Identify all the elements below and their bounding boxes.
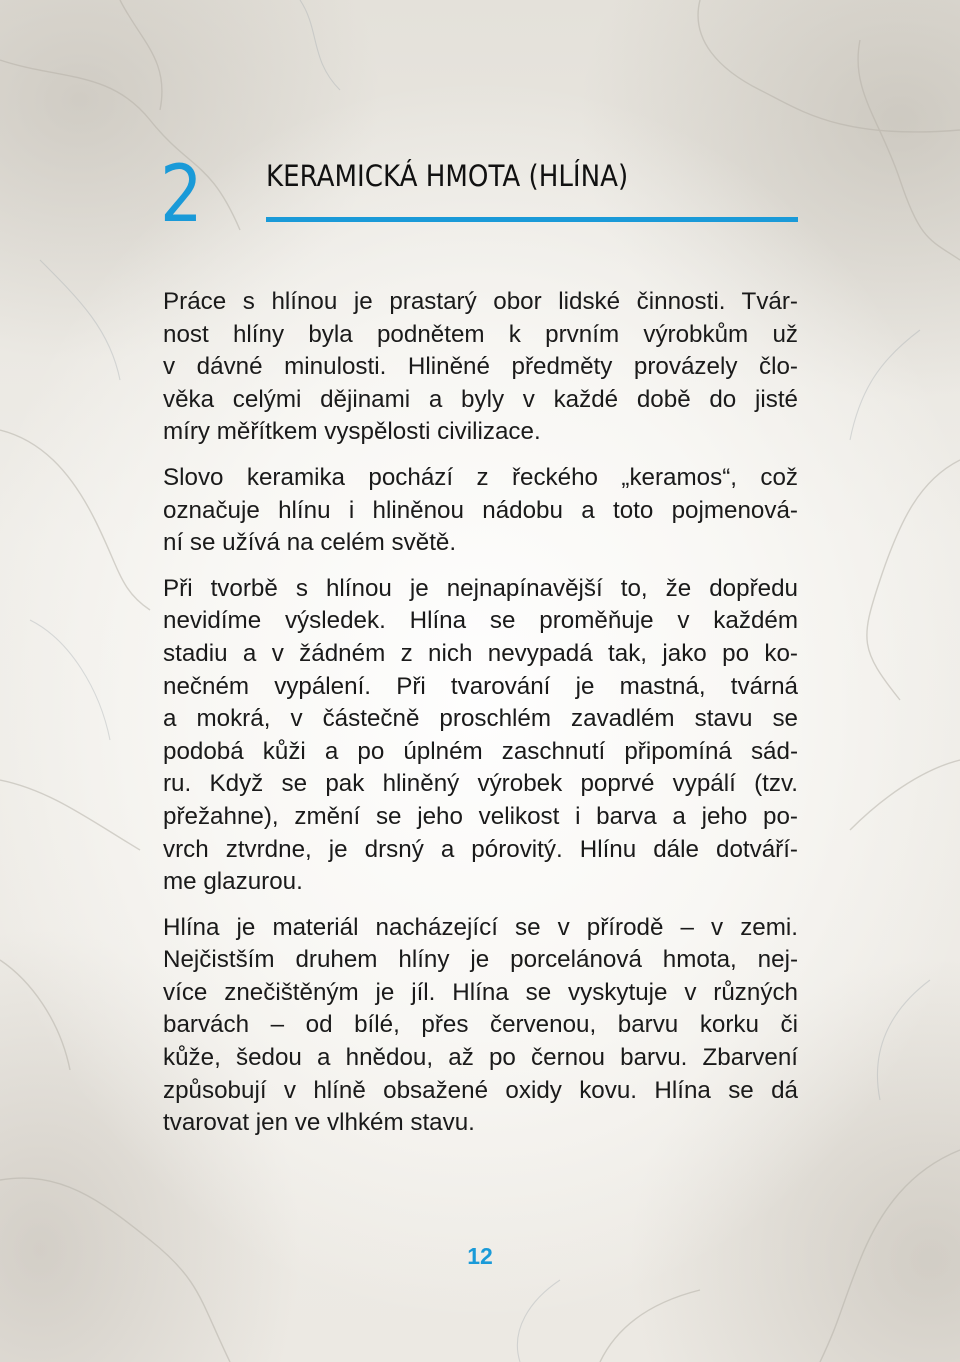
- text-line: a mokrá, v částečně proschlém zavadlém stavu se: [163, 705, 798, 733]
- text-line: více znečištěným je jíl. Hlína se vyskytuje v různých: [163, 978, 798, 1006]
- text-line: ru. Když se pak hliněný výrobek poprvé vypálí (tzv.: [163, 770, 798, 798]
- text-line: kůže, šedou a hnědou, až po černou barvu. Zbarvení: [163, 1044, 798, 1072]
- page-number: 12: [467, 1243, 493, 1269]
- text-line: označuje hlínu i hliněnou nádobu a toto pojmenová-: [163, 496, 798, 524]
- text-line: Slovo keramika pochází z řeckého „keramos“, což: [163, 463, 798, 491]
- paragraph-1: [163, 286, 798, 449]
- text-line: ní se užívá na celém světě.: [163, 529, 457, 557]
- text-line: věka celými dějinami a byly v každé době do jisté: [163, 385, 798, 413]
- text-line: přežahne), změní se jeho velikost i barva a jeho po-: [163, 802, 798, 830]
- text-line: vrch ztvrdne, je drsný a pórovitý. Hlínu dále dotváří-: [163, 835, 798, 863]
- text-line: tvarovat jen ve vlhkém stavu.: [163, 1109, 475, 1137]
- chapter-title: KERAMICKÁ HMOTA (HLÍNA): [266, 159, 629, 193]
- text-line: nečném vypálení. Při tvarování je mastná, tvárná: [163, 672, 798, 700]
- text-line: podobá kůži a po úplném zaschnutí připomíná sád-: [163, 737, 798, 765]
- text-line: míry měřítkem vyspělosti civilizace.: [163, 418, 541, 446]
- text-line: způsobují v hlíně obsažené oxidy kovu. Hlína se dá: [163, 1076, 798, 1104]
- paragraph-4: [163, 912, 798, 1140]
- text-line: v dávné minulosti. Hliněné předměty provázely člo-: [163, 353, 798, 381]
- chapter-number: 2: [160, 150, 201, 240]
- text-line: barvách – od bílé, přes červenou, barvu korku či: [163, 1011, 798, 1039]
- text-line: Nejčistším druhem hlíny je porcelánová hmota, nej-: [163, 946, 798, 974]
- text-line: nevidíme výsledek. Hlína se proměňuje v každém: [163, 607, 798, 635]
- title-underline: [266, 217, 798, 222]
- text-line: Práce s hlínou je prastarý obor lidské činnosti. Tvár-: [163, 288, 798, 315]
- text-line: Hlína je materiál nacházející se v přírodě – v zemi.: [163, 913, 798, 941]
- text-line: stadiu a v žádném z nich nevypadá tak, jako po ko-: [163, 639, 798, 667]
- body-text: [163, 286, 798, 1153]
- text-line: nost hlíny byla podnětem k prvním výrobkům už: [163, 320, 798, 348]
- text-line: me glazurou.: [163, 868, 303, 896]
- paragraph-2: [163, 462, 798, 560]
- paragraph-3: [163, 573, 798, 899]
- text-line: Při tvorbě s hlínou je nejnapínavější to, že dopředu: [163, 574, 798, 602]
